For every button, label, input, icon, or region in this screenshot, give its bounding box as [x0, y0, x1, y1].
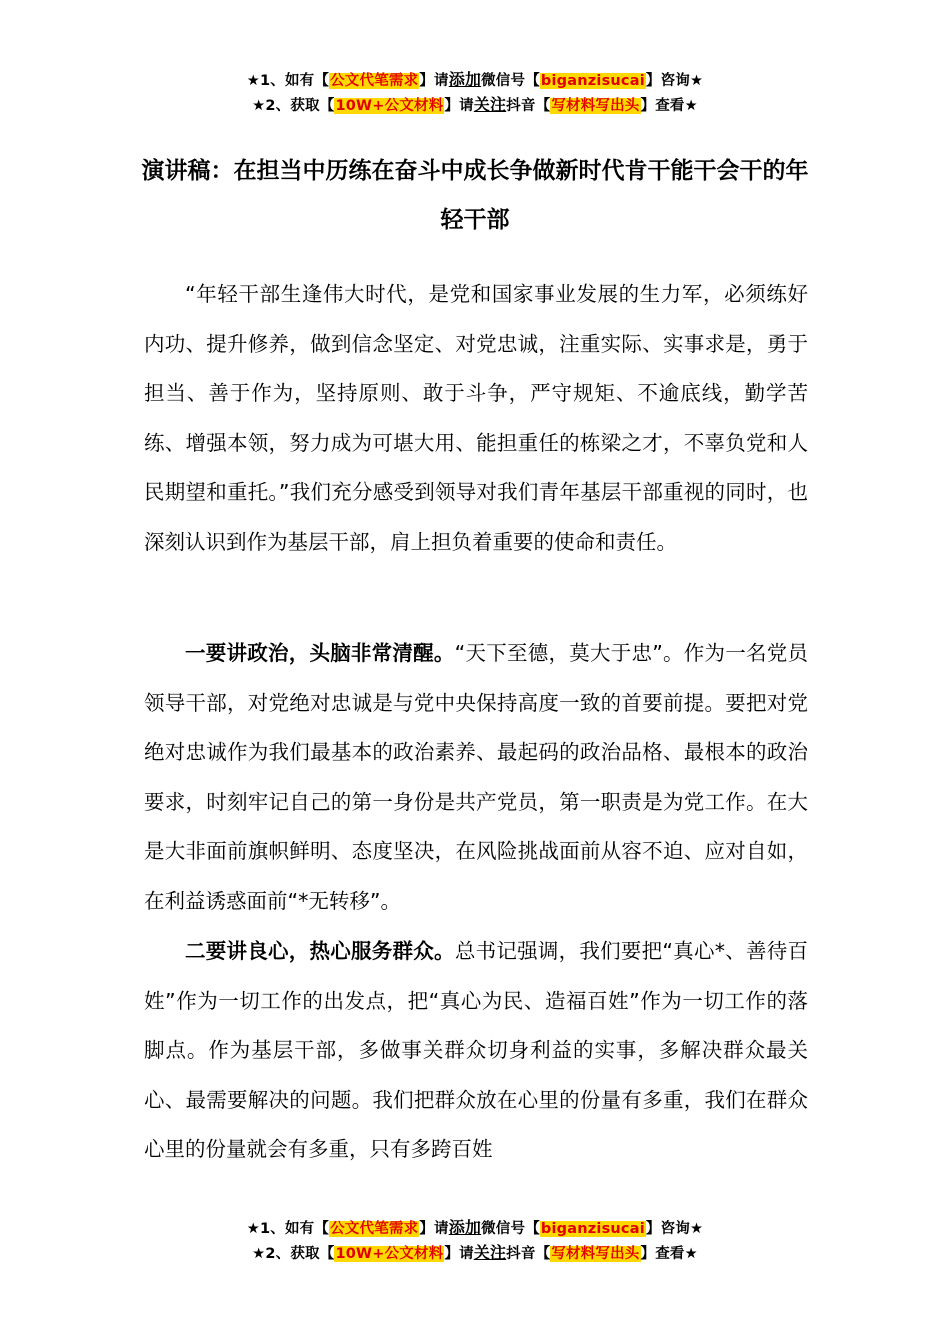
document-title: 演讲稿：在担当中历练在奋斗中成长争做新时代肯干能干会干的年轻干部 — [141, 158, 809, 233]
banner-text: 】查看★ — [640, 98, 698, 114]
emphasis-text: 关注 — [473, 95, 507, 114]
emphasis-text: 关注 — [473, 1243, 507, 1262]
paragraph-text — [144, 927, 808, 1175]
banner-text: 】查看★ — [640, 1246, 698, 1262]
banner-text: 抖音【 — [506, 1246, 551, 1262]
paragraph-heading: 二要讲良心，热心服务群众。 — [185, 939, 455, 963]
paragraph-text — [144, 629, 808, 927]
paragraph-text: “年轻干部生逢伟大时代，是党和国家事业发展的生力军，必须练好内功、提升修养，做到信念坚定、对党忠诚，注重实际、实事求是，勇于担当、善于作为，坚持原则、敢于斗争，严守规矩、不逾底线，勤学苦练、增强本领，努力成为可堪大用、能担重任的栋梁之才，不辜负党和人民期望和重托。”我们充分感受到领导对我们青年基层干部重视的同时，也深刻认识到作为基层干部，肩上担负着重要的使命和责任。 — [144, 282, 808, 554]
banner-text: 】请 — [419, 73, 449, 89]
banner-text: ★2、获取【 — [252, 98, 335, 114]
banner-text: ★1、如有【 — [246, 1221, 330, 1237]
top-banner — [0, 68, 950, 118]
banner-line-1 — [0, 68, 950, 93]
highlight-tag: 10W+公文材料 — [335, 1246, 444, 1262]
banner-text: 】请 — [419, 1221, 449, 1237]
paragraph-heading: 一要讲政治，头脑非常清醒。 — [185, 641, 455, 665]
banner-line-1 — [0, 1216, 950, 1241]
banner-text: 微信号【 — [481, 1221, 540, 1237]
emphasis-text: 添加 — [448, 70, 482, 89]
emphasis-text: 添加 — [448, 1218, 482, 1237]
paragraph-body: 总书记强调，我们要把“真心*、善待百姓”作为一切工作的出发点，把“真心为民、造福百姓”作为一切工作的落脚点。作为基层干部，多做事关群众切身利益的实事，多解决群众最关心、最需要解决的问题。我们把群众放在心里的份量有多重，我们在群众心里的份量就会有多重，只有多跨百姓 — [144, 939, 809, 1162]
paragraph-body: “天下至德，莫大于忠”。作为一名党员领导干部，对党绝对忠诚是与党中央保持高度一致的首要前提。要把对党绝对忠诚作为我们最基本的政治素养、最起码的政治品格、最根本的政治要求，时刻牢记自己的第一身份是共产党员，第一职责是为党工作。在大是大非面前旗帜鲜明、态度坚决，在风险挑战面前从容不迫、应对自如，在利益诱惑面前“*无转移”。 — [144, 641, 809, 913]
highlight-tag: 写材料写出头 — [551, 1246, 640, 1262]
highlight-tag: 公文代笔需求 — [330, 1221, 419, 1237]
banner-line-2 — [0, 93, 950, 118]
highlight-tag: 10W+公文材料 — [335, 98, 444, 114]
highlight-tag: 写材料写出头 — [551, 98, 640, 114]
banner-text: 微信号【 — [481, 73, 540, 89]
paragraph-politics — [144, 629, 808, 927]
banner-text: 】咨询★ — [645, 73, 704, 89]
paragraph-conscience — [144, 927, 808, 1175]
highlight-tag: biganzisucai — [540, 1221, 645, 1237]
bottom-banner — [0, 1216, 950, 1266]
paragraph-intro — [144, 270, 808, 568]
highlight-tag: 公文代笔需求 — [330, 73, 419, 89]
banner-line-2 — [0, 1241, 950, 1266]
banner-text: ★1、如有【 — [246, 73, 330, 89]
banner-text: 】请 — [444, 1246, 474, 1262]
banner-text: 】咨询★ — [645, 1221, 704, 1237]
banner-text: ★2、获取【 — [252, 1246, 335, 1262]
banner-text: 抖音【 — [506, 98, 551, 114]
highlight-tag: biganzisucai — [540, 73, 645, 89]
banner-text: 】请 — [444, 98, 474, 114]
